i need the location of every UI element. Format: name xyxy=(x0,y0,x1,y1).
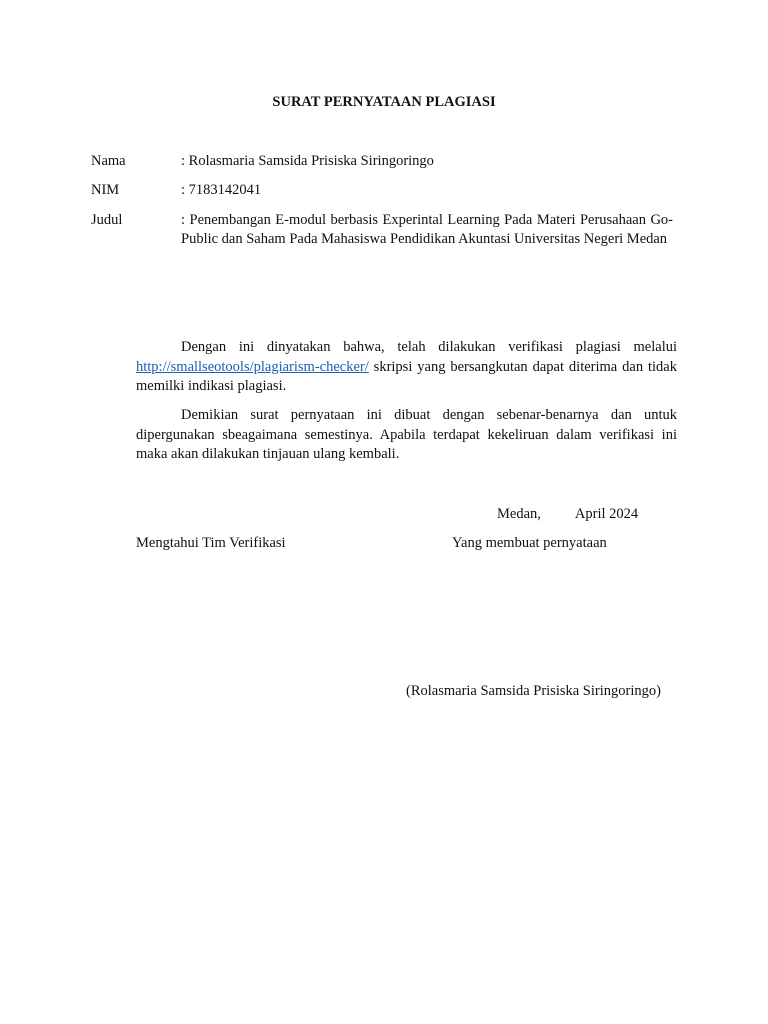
paragraph1-text-before-link: Dengan ini dinyatakan bahwa, telah dilakukan verifikasi plagiasi melalui xyxy=(181,339,677,355)
date-text: April 2024 xyxy=(574,506,639,522)
plagiarism-checker-link[interactable]: http://smallseotools/plagiarism-checker/ xyxy=(136,358,369,375)
paragraph1-text-after-link: skripsi yang bersangkutan dapat diterima dan tidak memilki indikasi plagiasi. xyxy=(136,358,677,394)
left-signatory-label: Mengtahui Tim Verifikasi xyxy=(136,535,286,551)
place-date-line xyxy=(497,505,638,524)
right-signatory-label: Yang membuat pernyataan xyxy=(452,535,607,551)
field-label-nama: Nama xyxy=(91,153,126,169)
place-text: Medan, xyxy=(497,506,541,522)
document-title: SURAT PERNYATAAN PLAGIASI xyxy=(272,94,496,110)
signer-name: (Rolasmaria Samsida Prisiska Siringoringo) xyxy=(406,683,661,699)
field-value-judul: : Penembangan E-modul berbasis Experintal Learning Pada Materi Perusahaan Go-Public dan Saham Pada Mahasiswa Pendidikan Akuntasi Universitas Negeri Medan xyxy=(181,212,673,247)
verification-paragraph xyxy=(136,338,677,397)
field-label-judul: Judul xyxy=(91,212,123,228)
field-label-nim: NIM xyxy=(91,182,120,198)
field-value-nama: : Rolasmaria Samsida Prisiska Siringoringo xyxy=(181,153,434,169)
closing-paragraph: Demikian surat pernyataan ini dibuat dengan sebenar-benarnya dan untuk dipergunakan sbeagaimana semestinya. Apabila terdapat kekeliruan dalam verifikasi ini maka akan dilakukan tinjauan ulang kembali. xyxy=(136,407,677,462)
field-value-nim: : 7183142041 xyxy=(181,182,262,198)
